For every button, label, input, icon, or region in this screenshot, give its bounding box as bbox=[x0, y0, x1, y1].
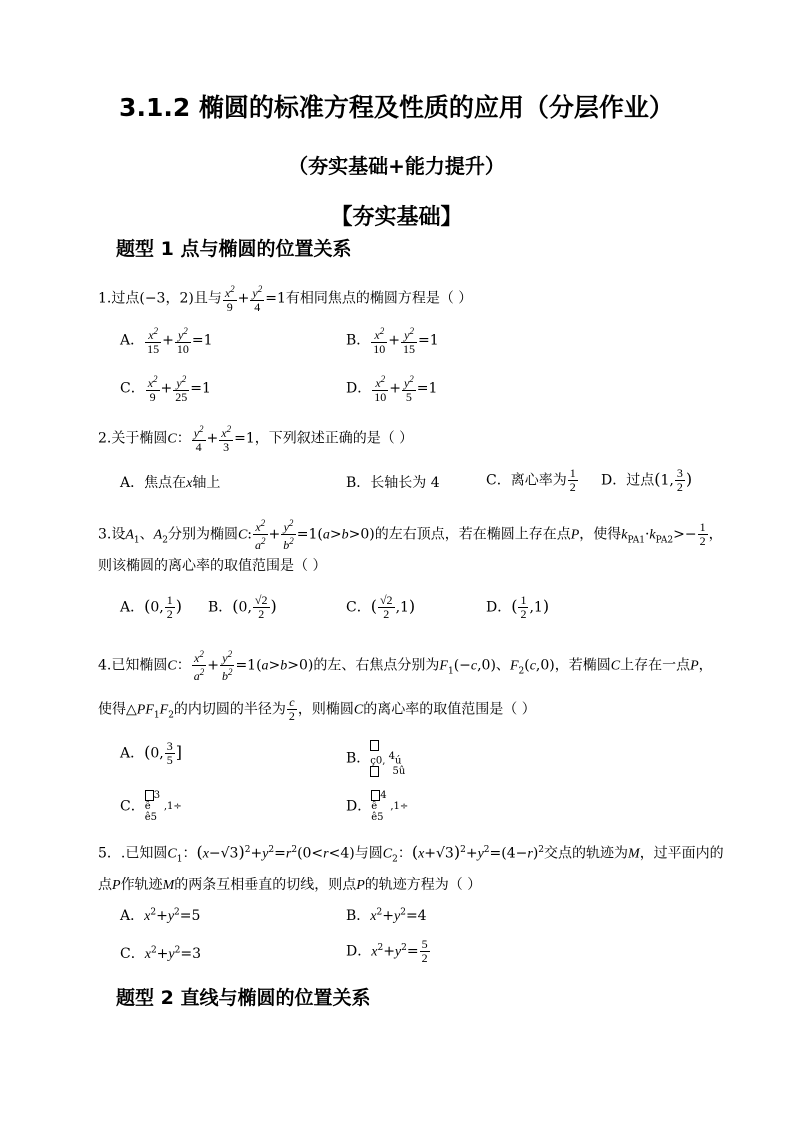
q2-option-c-label: C．离心率为 bbox=[486, 472, 567, 489]
q5-option-a-label: A． bbox=[120, 908, 145, 924]
q2-prefix: 2.关于椭圆 bbox=[98, 430, 168, 447]
q1-option-b[interactable]: B． $\frac{x^2}{10}$ + $\frac{y^2}{15}$ =1 bbox=[346, 326, 439, 356]
q2-frac-x: $\frac{x^2}{3}$ bbox=[221, 424, 232, 454]
q2-option-b[interactable]: B．长轴长为 4 bbox=[346, 475, 440, 491]
q1-option-c-label: C． bbox=[120, 380, 145, 397]
q1-a-frac2: $\frac{y^2}{10}$ bbox=[176, 326, 189, 356]
q4-mid: 的左、右焦点分别为 bbox=[313, 657, 440, 674]
q4-line2d: 的离心率的取值范围是（ ） bbox=[363, 701, 536, 718]
q2-option-a[interactable]: A．焦点在x轴上 bbox=[120, 475, 221, 491]
q3-c-frac: $\frac{√2}{2}$ bbox=[379, 593, 393, 621]
q5-suffix: 交点的轨迹为 bbox=[544, 845, 629, 862]
q1-prefix: 1.过点(−3，2)且与 bbox=[98, 290, 222, 307]
q4-suffix2: 上存在一点 bbox=[620, 657, 691, 674]
page-title: 3.1.2 椭圆的标准方程及性质的应用（分层作业） bbox=[119, 93, 674, 122]
q1-b-frac1: $\frac{x^2}{10}$ bbox=[373, 326, 386, 356]
q3-option-a[interactable]: A．(0, $\frac{1}{2}$ ) bbox=[120, 593, 182, 621]
q4-frac-c2: $\frac{c}{2}$ bbox=[288, 695, 295, 723]
q1-option-d-label: D． bbox=[346, 380, 372, 397]
q1-option-c[interactable]: C． $\frac{x^2}{9}$ + $\frac{y^2}{25}$ =1 bbox=[120, 374, 211, 404]
q1-c-frac2: $\frac{y^2}{25}$ bbox=[175, 374, 188, 404]
q4-line2a: 使得 bbox=[98, 701, 126, 718]
q5-option-c-label: C． bbox=[120, 946, 145, 962]
q4-d-garbled: 4 ê ,1÷ ê5 bbox=[371, 790, 409, 823]
q4-b-garbled: ç0, 4ú 5û bbox=[370, 740, 405, 777]
q1-d-frac1: $\frac{x^2}{10}$ bbox=[374, 374, 387, 404]
q3-option-c[interactable]: C．( $\frac{√2}{2}$ ,1) bbox=[346, 593, 416, 621]
q2-frac-y: $\frac{y^2}{4}$ bbox=[193, 424, 204, 454]
q1-a-frac1: $\frac{x^2}{15}$ bbox=[147, 326, 160, 356]
q4-option-a[interactable]: A．(0, $\frac{3}{5}$ ] bbox=[120, 739, 182, 767]
q3-a-frac: $\frac{1}{2}$ bbox=[166, 593, 173, 621]
q4-option-d-label: D． bbox=[346, 798, 372, 815]
question-1: 1.过点(−3，2)且与 $\frac{x^2}{9}$ + $\frac{y^2}{4}$ =1有相同焦点的椭圆方程是（ ） bbox=[98, 284, 473, 314]
q1-option-a-label: A． bbox=[120, 332, 145, 349]
q5-option-b[interactable]: B．$x^2+y^2=4$ bbox=[346, 907, 427, 924]
q2-d-frac: $\frac{3}{2}$ bbox=[676, 466, 683, 494]
q1-fraction-y: $\frac{y^2}{4}$ bbox=[252, 284, 263, 314]
q4-c-garbled: 3 ê ,1÷ ê5 bbox=[144, 790, 182, 823]
q4-option-c[interactable] bbox=[120, 790, 182, 823]
q2-option-d-label: D．过点 bbox=[601, 472, 655, 489]
q2-suffix: ，下列叙述正确的是（ ） bbox=[254, 430, 414, 447]
q2-option-c[interactable] bbox=[486, 467, 579, 494]
question-4: 4.已知椭圆C： $\frac{x^2}{a^2}$ + $\frac{y^2}{b^2}$ =1(a>b>0)的左、右焦点分别为$F_1(-c,0)$、$F_2(c,0)$，若椭圆C上存在一点P， bbox=[98, 649, 713, 683]
q1-d-frac2: $\frac{y^2}{5}$ bbox=[403, 374, 414, 404]
q2-option-d[interactable]: D．过点(1, $\frac{3}{2}$ ) bbox=[601, 466, 693, 494]
question-3: 3.设$A_1$、$A_2$分别为椭圆C: $\frac{x^2}{a^2}$ + $\frac{y^2}{b^2}$ =1(a>b>0)的左右顶点，若在椭圆上存在点P，使得$k_{PA1}\cdot k_{PA2}>-$ $\frac{1}{2}$ ， bbox=[98, 518, 723, 552]
q5-line2b: 作轨迹 bbox=[120, 877, 163, 893]
q4-line2b: 的内切圆的半径为 bbox=[173, 701, 286, 718]
q4-a-frac: $\frac{3}{5}$ bbox=[166, 739, 173, 767]
q5-option-c[interactable]: C．$x^2+y^2=3$ bbox=[120, 945, 202, 962]
q3-option-b-label: B． bbox=[208, 599, 233, 616]
question-type-2-heading: 题型 2 直线与椭圆的位置关系 bbox=[116, 987, 371, 1009]
q4-option-d[interactable] bbox=[346, 790, 408, 823]
q3-b-frac: $\frac{√2}{2}$ bbox=[254, 593, 268, 621]
q5-option-d-label: D． bbox=[346, 943, 372, 960]
q3-prefix: 3.设 bbox=[98, 526, 126, 543]
q5-line2c: 的两条互相垂直的切线，则点 bbox=[174, 877, 357, 893]
q4-option-a-label: A． bbox=[120, 745, 145, 762]
page-subtitle: （夯实基础+能力提升） bbox=[288, 154, 505, 178]
q5-option-c-value: 3 bbox=[192, 946, 202, 962]
q3-mid: 分别为椭圆 bbox=[167, 526, 238, 543]
q3-suffix1: 的左右顶点，若在椭圆上存在点 bbox=[374, 526, 571, 543]
q3-suffix2: ，使得 bbox=[579, 526, 622, 543]
q5-mid: 与圆 bbox=[354, 845, 383, 862]
q4-frac-y: $\frac{y^2}{b^2}$ bbox=[221, 649, 233, 683]
q4-suffix: ，若椭圆 bbox=[554, 657, 611, 674]
q3-option-c-label: C． bbox=[346, 599, 371, 616]
q5-suffix2: ，过平面内的 bbox=[639, 845, 724, 862]
q2-option-a-tail: 轴上 bbox=[192, 475, 221, 491]
q2-c-frac: $\frac{1}{2}$ bbox=[569, 466, 576, 494]
q3-option-d[interactable]: D．( $\frac{1}{2}$ ,1) bbox=[486, 593, 550, 621]
q5-option-a[interactable]: A．$x^2+y^2=5$ bbox=[120, 907, 201, 924]
q2-option-a-label: A．焦点在 bbox=[120, 475, 187, 491]
question-2: 2.关于椭圆C： $\frac{y^2}{4}$ + $\frac{x^2}{3}$ =1，下列叙述正确的是（ ） bbox=[98, 424, 414, 454]
q4-option-c-label: C． bbox=[120, 798, 145, 815]
q5-option-a-value: 5 bbox=[191, 908, 201, 924]
q3-option-a-label: A． bbox=[120, 599, 145, 616]
q3-frac-half: $\frac{1}{2}$ bbox=[699, 520, 706, 548]
q5-line2d: 的轨迹方程为（ ） bbox=[364, 877, 482, 893]
section-heading: 【夯实基础】 bbox=[330, 205, 463, 230]
q5-d-frac: $\frac{5}{2}$ bbox=[421, 937, 428, 965]
q1-c-frac1: $\frac{x^2}{9}$ bbox=[147, 374, 158, 404]
q5-option-d[interactable]: D．$x^2+y^2=$ $\frac{5}{2}$ bbox=[346, 937, 428, 965]
q5-line2: 点P作轨迹M的两条互相垂直的切线，则点P的轨迹方程为（ ） bbox=[98, 877, 482, 893]
q1-suffix: 有相同焦点的椭圆方程是（ ） bbox=[285, 290, 473, 307]
q4-prefix: 4.已知椭圆 bbox=[98, 657, 168, 674]
q1-option-b-label: B． bbox=[346, 332, 371, 349]
q5-option-b-value: 4 bbox=[417, 908, 427, 924]
q4-line2: 使得$\triangle PF_1F_2$的内切圆的半径为 $\frac{c}{2}$ ，则椭圆C的离心率的取值范围是（ ） bbox=[98, 695, 536, 723]
q5-prefix: 5．.已知圆 bbox=[98, 845, 168, 862]
q3-line2: 则该椭圆的离心率的取值范围是（ ） bbox=[98, 558, 327, 574]
q4-frac-x: $\frac{x^2}{a^2}$ bbox=[193, 649, 205, 683]
q5-line2a: 点 bbox=[98, 877, 112, 893]
q3-frac-x: $\frac{x^2}{a^2}$ bbox=[255, 518, 266, 552]
q1-b-frac2: $\frac{y^2}{15}$ bbox=[403, 326, 416, 356]
q3-option-b[interactable]: B．(0, $\frac{√2}{2}$ ) bbox=[208, 593, 277, 621]
q4-option-b[interactable] bbox=[346, 740, 405, 777]
q5-option-b-label: B． bbox=[346, 908, 371, 924]
q3-d-frac: $\frac{1}{2}$ bbox=[520, 593, 527, 621]
q3-option-d-label: D． bbox=[486, 599, 512, 616]
question-5: 5．.已知圆$C_1$：$(x-√3)^2+y^2=r^2(0<r<4)$与圆$C_2$：$(x+√3)^2+y^2=(4-r)^2$交点的轨迹为M，过平面内的 bbox=[98, 842, 724, 865]
question-type-1-heading: 题型 1 点与椭圆的位置关系 bbox=[116, 238, 352, 260]
q3-frac-y: $\frac{y^2}{b^2}$ bbox=[283, 518, 294, 552]
q4-option-b-label: B． bbox=[346, 750, 371, 767]
q1-fraction-x: $\frac{x^2}{9}$ bbox=[224, 284, 235, 314]
q4-line2c: ，则椭圆 bbox=[297, 701, 354, 718]
q1-option-a[interactable]: A． $\frac{x^2}{15}$ + $\frac{y^2}{10}$ =1 bbox=[120, 326, 213, 356]
q1-option-d[interactable]: D． $\frac{x^2}{10}$ + $\frac{y^2}{5}$ =1 bbox=[346, 374, 438, 404]
